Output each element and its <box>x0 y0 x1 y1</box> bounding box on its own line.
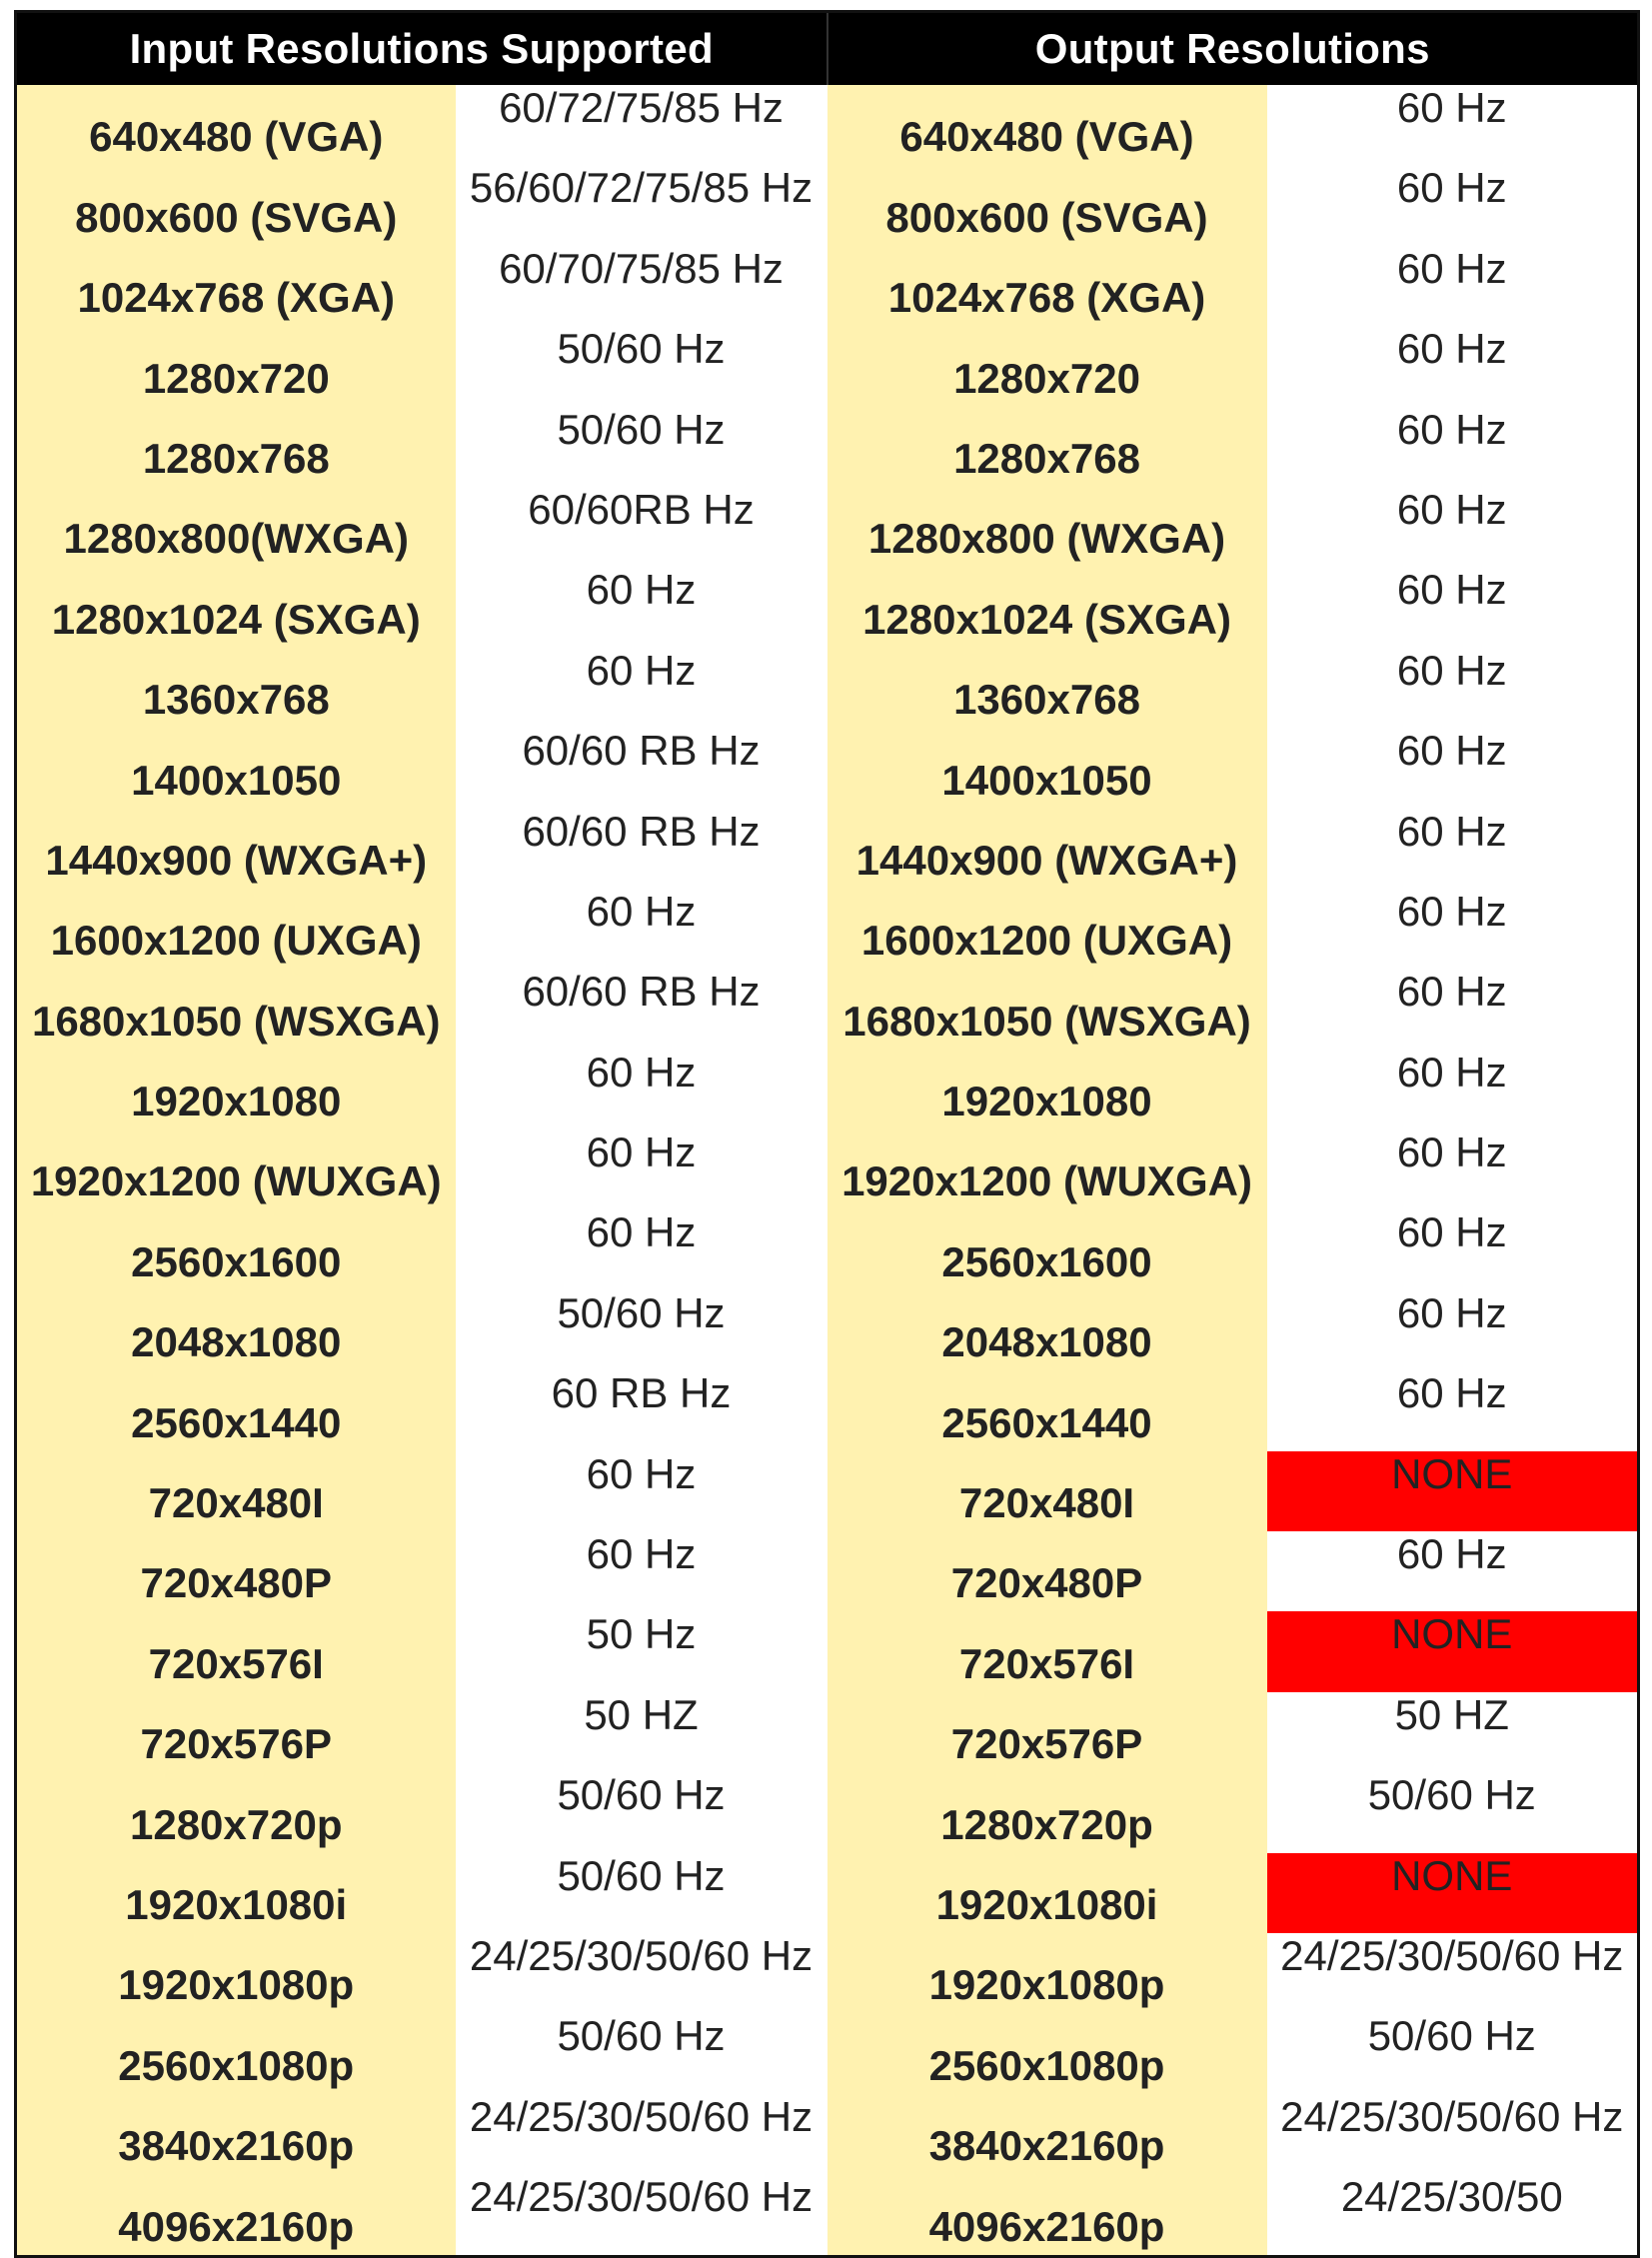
input-refresh-rate-cell: 60 Hz <box>456 1129 827 1209</box>
output-resolutions-header: Output Resolutions <box>827 12 1639 86</box>
table-row <box>16 2174 1639 2256</box>
table-row <box>16 1933 1639 2013</box>
input-resolution-cell: 720x576P <box>16 1692 456 1772</box>
input-resolution-cell: 1920x1200 (WUXGA) <box>16 1129 456 1209</box>
output-resolution-cell: 1600x1200 (UXGA) <box>827 889 1267 969</box>
output-refresh-rate-cell: 60 Hz <box>1267 969 1639 1049</box>
output-refresh-rate-cell: 60 Hz <box>1267 1531 1639 1611</box>
input-refresh-rate-cell: 50/60 Hz <box>456 326 827 406</box>
input-refresh-rate-cell: 50/60 Hz <box>456 2013 827 2093</box>
output-refresh-rate-cell: 60 Hz <box>1267 809 1639 889</box>
input-refresh-rate-cell: 60/60 RB Hz <box>456 728 827 808</box>
input-resolution-cell: 1360x768 <box>16 648 456 728</box>
input-refresh-rate-cell: 60 RB Hz <box>456 1370 827 1450</box>
output-refresh-rate-cell: 60 Hz <box>1267 85 1639 165</box>
table-row <box>16 407 1639 487</box>
table-row <box>16 648 1639 728</box>
input-resolution-cell: 2560x1440 <box>16 1370 456 1450</box>
input-refresh-rate-cell: 60/60RB Hz <box>456 487 827 567</box>
input-refresh-rate-cell: 50 Hz <box>456 1611 827 1691</box>
output-resolution-cell: 1280x800 (WXGA) <box>827 487 1267 567</box>
output-resolution-cell: 1920x1080i <box>827 1853 1267 1933</box>
input-resolution-cell: 1920x1080p <box>16 1933 456 2013</box>
table-row <box>16 567 1639 647</box>
input-refresh-rate-cell: 56/60/72/75/85 Hz <box>456 165 827 245</box>
output-resolution-cell: 2560x1080p <box>827 2013 1267 2093</box>
output-refresh-rate-cell: 60 Hz <box>1267 1129 1639 1209</box>
table-row <box>16 1209 1639 1289</box>
table-row <box>16 1129 1639 1209</box>
output-resolution-cell: 2560x1440 <box>827 1370 1267 1450</box>
input-refresh-rate-cell: 60 Hz <box>456 1531 827 1611</box>
output-refresh-rate-cell: 60 Hz <box>1267 1290 1639 1370</box>
output-unsupported-badge: NONE <box>1267 1853 1639 1933</box>
input-resolution-cell: 4096x2160p <box>16 2174 456 2256</box>
output-resolution-cell: 1280x768 <box>827 407 1267 487</box>
input-refresh-rate-cell: 50/60 Hz <box>456 407 827 487</box>
table-row <box>16 1050 1639 1129</box>
input-resolution-cell: 1920x1080 <box>16 1050 456 1129</box>
input-resolution-cell: 1440x900 (WXGA+) <box>16 809 456 889</box>
input-refresh-rate-cell: 60 Hz <box>456 648 827 728</box>
resolution-table-body <box>16 85 1639 2256</box>
input-refresh-rate-cell: 60 Hz <box>456 1050 827 1129</box>
input-resolution-cell: 2560x1080p <box>16 2013 456 2093</box>
input-resolution-cell: 1400x1050 <box>16 728 456 808</box>
input-resolution-cell: 1280x768 <box>16 407 456 487</box>
input-refresh-rate-cell: 50/60 Hz <box>456 1772 827 1852</box>
output-resolution-cell: 1920x1080 <box>827 1050 1267 1129</box>
output-refresh-rate-cell: 60 Hz <box>1267 1209 1639 1289</box>
output-resolution-cell: 720x480I <box>827 1451 1267 1531</box>
output-resolution-cell: 1680x1050 (WSXGA) <box>827 969 1267 1049</box>
input-resolution-cell: 1680x1050 (WSXGA) <box>16 969 456 1049</box>
input-resolution-cell: 1280x720p <box>16 1772 456 1852</box>
output-resolution-cell: 1280x1024 (SXGA) <box>827 567 1267 647</box>
output-resolution-cell: 1920x1080p <box>827 1933 1267 2013</box>
table-row <box>16 246 1639 326</box>
table-row <box>16 1290 1639 1370</box>
output-refresh-rate-cell: 24/25/30/50/60 Hz <box>1267 2094 1639 2174</box>
output-refresh-rate-cell: 60 Hz <box>1267 487 1639 567</box>
input-resolution-cell: 3840x2160p <box>16 2094 456 2174</box>
input-resolution-cell: 2048x1080 <box>16 1290 456 1370</box>
input-refresh-rate-cell: 60/60 RB Hz <box>456 809 827 889</box>
table-row <box>16 1370 1639 1450</box>
table-header-row <box>16 12 1639 86</box>
output-refresh-rate-cell: 60 Hz <box>1267 246 1639 326</box>
output-resolution-cell: 1440x900 (WXGA+) <box>827 809 1267 889</box>
output-resolution-cell: 1360x768 <box>827 648 1267 728</box>
input-refresh-rate-cell: 24/25/30/50/60 Hz <box>456 1933 827 2013</box>
input-resolution-cell: 1280x720 <box>16 326 456 406</box>
table-row <box>16 326 1639 406</box>
input-resolution-cell: 640x480 (VGA) <box>16 85 456 165</box>
output-unsupported-badge: NONE <box>1267 1611 1639 1691</box>
input-resolution-cell: 1280x800(WXGA) <box>16 487 456 567</box>
output-refresh-rate-cell: 50 HZ <box>1267 1692 1639 1772</box>
output-refresh-rate-cell: 50/60 Hz <box>1267 1772 1639 1852</box>
table-row <box>16 2094 1639 2174</box>
output-resolution-cell: 800x600 (SVGA) <box>827 165 1267 245</box>
input-resolution-cell: 1024x768 (XGA) <box>16 246 456 326</box>
input-refresh-rate-cell: 24/25/30/50/60 Hz <box>456 2094 827 2174</box>
input-resolution-cell: 720x480I <box>16 1451 456 1531</box>
input-resolution-cell: 1600x1200 (UXGA) <box>16 889 456 969</box>
output-refresh-rate-cell: 60 Hz <box>1267 1370 1639 1450</box>
input-resolution-cell: 800x600 (SVGA) <box>16 165 456 245</box>
table-row <box>16 165 1639 245</box>
input-refresh-rate-cell: 50/60 Hz <box>456 1853 827 1933</box>
table-row <box>16 1853 1639 1933</box>
input-refresh-rate-cell: 50/60 Hz <box>456 1290 827 1370</box>
input-refresh-rate-cell: 24/25/30/50/60 Hz <box>456 2174 827 2256</box>
output-refresh-rate-cell: 60 Hz <box>1267 165 1639 245</box>
table-row <box>16 1451 1639 1531</box>
input-resolution-cell: 720x576I <box>16 1611 456 1691</box>
output-unsupported-badge: NONE <box>1267 1451 1639 1531</box>
table-row <box>16 1531 1639 1611</box>
output-resolution-cell: 720x576P <box>827 1692 1267 1772</box>
input-resolution-cell: 1920x1080i <box>16 1853 456 1933</box>
output-refresh-rate-cell: 60 Hz <box>1267 326 1639 406</box>
output-refresh-rate-cell: 60 Hz <box>1267 407 1639 487</box>
input-refresh-rate-cell: 60/72/75/85 Hz <box>456 85 827 165</box>
table-row <box>16 85 1639 165</box>
input-refresh-rate-cell: 50 HZ <box>456 1692 827 1772</box>
output-resolution-cell: 640x480 (VGA) <box>827 85 1267 165</box>
output-resolution-cell: 3840x2160p <box>827 2094 1267 2174</box>
input-refresh-rate-cell: 60/60 RB Hz <box>456 969 827 1049</box>
input-refresh-rate-cell: 60 Hz <box>456 1451 827 1531</box>
output-refresh-rate-cell: 24/25/30/50 <box>1267 2174 1639 2256</box>
input-resolutions-header: Input Resolutions Supported <box>16 12 827 86</box>
input-refresh-rate-cell: 60 Hz <box>456 1209 827 1289</box>
input-refresh-rate-cell: 60 Hz <box>456 889 827 969</box>
input-resolution-cell: 720x480P <box>16 1531 456 1611</box>
output-resolution-cell: 1024x768 (XGA) <box>827 246 1267 326</box>
output-resolution-cell: 4096x2160p <box>827 2174 1267 2256</box>
table-row <box>16 487 1639 567</box>
output-resolution-cell: 1280x720p <box>827 1772 1267 1852</box>
output-resolution-cell: 1920x1200 (WUXGA) <box>827 1129 1267 1209</box>
input-resolution-cell: 2560x1600 <box>16 1209 456 1289</box>
output-refresh-rate-cell: 60 Hz <box>1267 889 1639 969</box>
output-resolution-cell: 2048x1080 <box>827 1290 1267 1370</box>
input-resolution-cell: 1280x1024 (SXGA) <box>16 567 456 647</box>
output-resolution-cell: 2560x1600 <box>827 1209 1267 1289</box>
table-row <box>16 1611 1639 1691</box>
output-refresh-rate-cell: 60 Hz <box>1267 567 1639 647</box>
table-row <box>16 809 1639 889</box>
input-refresh-rate-cell: 60/70/75/85 Hz <box>456 246 827 326</box>
output-refresh-rate-cell: 60 Hz <box>1267 728 1639 808</box>
output-refresh-rate-cell: 60 Hz <box>1267 1050 1639 1129</box>
input-refresh-rate-cell: 60 Hz <box>456 567 827 647</box>
table-row <box>16 1772 1639 1852</box>
resolution-table <box>14 10 1640 2258</box>
output-resolution-cell: 720x480P <box>827 1531 1267 1611</box>
output-refresh-rate-cell: 60 Hz <box>1267 648 1639 728</box>
output-resolution-cell: 720x576I <box>827 1611 1267 1691</box>
table-row <box>16 969 1639 1049</box>
output-refresh-rate-cell: 24/25/30/50/60 Hz <box>1267 1933 1639 2013</box>
output-resolution-cell: 1400x1050 <box>827 728 1267 808</box>
table-row <box>16 2013 1639 2093</box>
output-refresh-rate-cell: 50/60 Hz <box>1267 2013 1639 2093</box>
table-row <box>16 728 1639 808</box>
table-row <box>16 1692 1639 1772</box>
output-resolution-cell: 1280x720 <box>827 326 1267 406</box>
table-row <box>16 889 1639 969</box>
